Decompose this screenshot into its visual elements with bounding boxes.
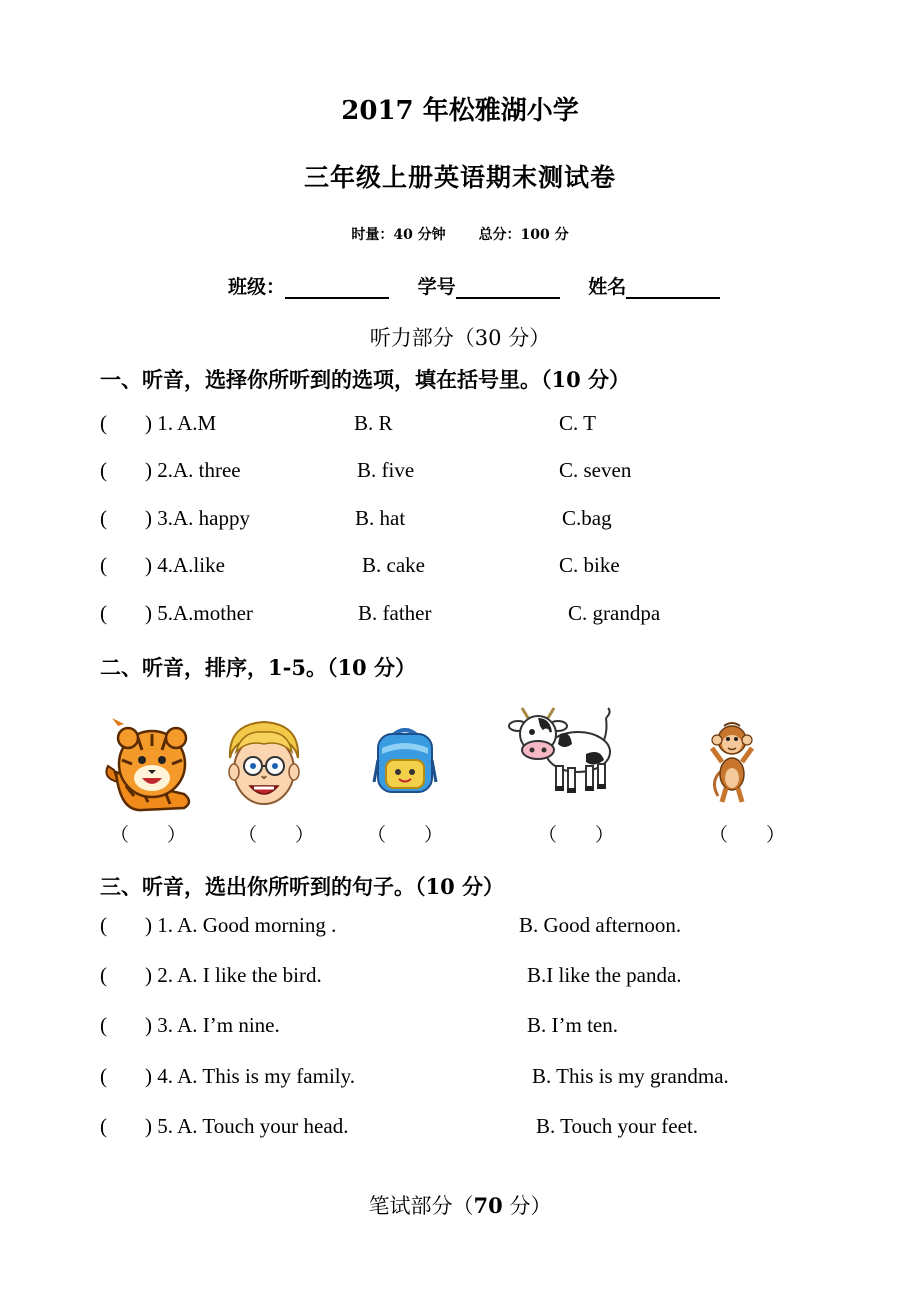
option-b: B. five [357, 458, 415, 482]
section-3-title: 三、听音，选出你所听到的句子。（10 分） [100, 874, 505, 899]
sentence-b: B. This is my grandma. [532, 1064, 729, 1088]
time-limit: 时量：40 分钟 [351, 227, 446, 243]
option-a: ) 5.A.mother [145, 601, 253, 625]
monkey-icon [708, 718, 756, 806]
option-a: ) 1. A.M [145, 411, 217, 435]
s3-question-row [100, 913, 860, 943]
s1-question-row [100, 506, 860, 536]
option-c: C. T [559, 411, 596, 435]
section-1-title: 一、听音，选择你所听到的选项，填在括号里。（10 分） [100, 367, 631, 392]
backpack-icon [372, 724, 438, 794]
answer-paren[interactable]: ( [100, 1114, 107, 1138]
class-label: 班级： [228, 276, 286, 298]
s1-question-row [100, 411, 860, 441]
answer-paren[interactable]: ( [100, 553, 107, 577]
s1-question-row [100, 601, 860, 631]
answer-paren[interactable]: ( [100, 963, 107, 987]
order-paren[interactable]: （ ） [110, 824, 187, 846]
s3-question-row [100, 1013, 860, 1043]
option-c: C. bike [559, 553, 620, 577]
class-blank[interactable] [285, 277, 389, 299]
order-paren[interactable]: （ ） [538, 824, 615, 846]
option-b: B. hat [355, 506, 406, 530]
answer-paren[interactable]: ( [100, 913, 107, 937]
listening-heading: 听力部分（30 分） [369, 326, 551, 350]
name-label: 姓名 [588, 276, 627, 298]
sentence-a: ) 5. A. Touch your head. [145, 1114, 349, 1138]
sentence-b: B. Good afternoon. [519, 913, 682, 937]
s1-question-row [100, 553, 860, 583]
writing-heading-post: 分） [502, 1194, 552, 1218]
answer-paren[interactable]: ( [100, 458, 107, 482]
option-c: C. grandpa [568, 601, 661, 625]
s3-question-row [100, 1114, 860, 1144]
option-a: ) 4.A.like [145, 553, 225, 577]
sentence-a: ) 1. A. Good morning . [145, 913, 337, 937]
name-blank[interactable] [626, 277, 720, 299]
answer-paren[interactable]: ( [100, 506, 107, 530]
id-label: 学号 [417, 276, 456, 298]
writing-score: 70 [473, 1193, 503, 1218]
section-2-title: 二、听音，排序，1-5。（10 分） [100, 655, 416, 680]
answer-paren[interactable]: ( [100, 411, 107, 435]
order-paren[interactable]: （ ） [367, 824, 444, 846]
s3-question-row [100, 963, 860, 993]
exam-school-title: 2017 年松雅湖小学 [341, 96, 579, 126]
sentence-b: B. Touch your feet. [536, 1114, 699, 1138]
sentence-a: ) 4. A. This is my family. [145, 1064, 355, 1088]
option-b: B. cake [362, 553, 425, 577]
writing-heading [0, 1190, 920, 1220]
order-paren[interactable]: （ ） [709, 824, 786, 846]
answer-paren[interactable]: ( [100, 1013, 107, 1037]
tiger-icon [98, 716, 196, 816]
option-b: B. father [358, 601, 432, 625]
total-score: 总分：100 分 [478, 227, 569, 243]
sentence-a: ) 2. A. I like the bird. [145, 963, 322, 987]
order-paren[interactable]: （ ） [238, 824, 315, 846]
option-c: C.bag [562, 506, 612, 530]
exam-subtitle: 三年级上册英语期末测试卷 [303, 163, 616, 192]
writing-heading-pre: 笔试部分（ [368, 1194, 474, 1218]
option-a: ) 2.A. three [145, 458, 241, 482]
s1-question-row [100, 458, 860, 488]
option-a: ) 3.A. happy [145, 506, 250, 530]
student-info [228, 272, 742, 299]
id-blank[interactable] [456, 277, 560, 299]
option-b: B. R [354, 411, 393, 435]
sentence-b: B. I’m ten. [527, 1013, 618, 1037]
sentence-a: ) 3. A. I’m nine. [145, 1013, 280, 1037]
answer-paren[interactable]: ( [100, 1064, 107, 1088]
exam-meta [0, 224, 920, 244]
answer-paren[interactable]: ( [100, 601, 107, 625]
option-c: C. seven [559, 458, 632, 482]
s3-question-row [100, 1064, 860, 1094]
boy-face-icon [224, 718, 304, 808]
sentence-b: B.I like the panda. [527, 963, 682, 987]
cow-icon [508, 704, 620, 796]
